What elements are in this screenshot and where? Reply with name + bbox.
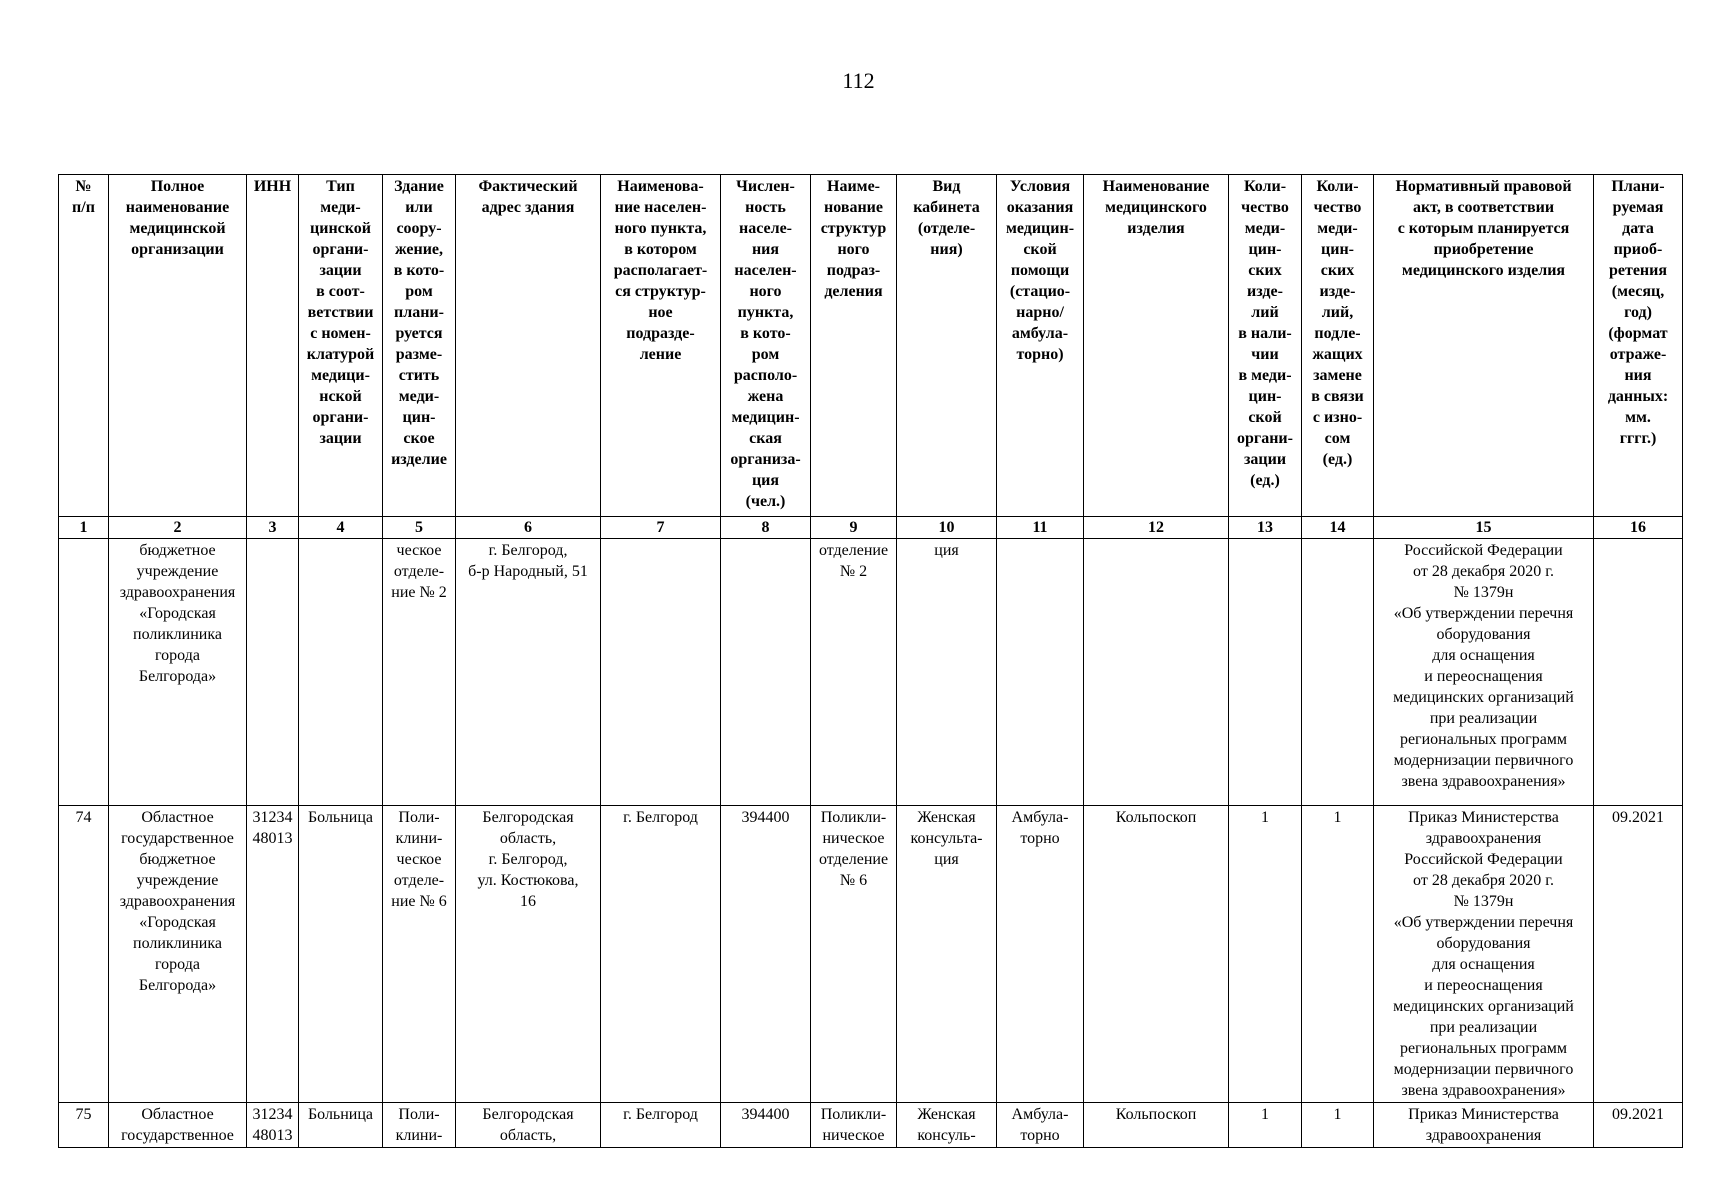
header-cell-13: Коли- чество меди- цин- ских изде- лий в нали- чии в меди- цин- ской органи- зации (ед.) — [1229, 175, 1302, 517]
legal-act: Российской Федерации от 28 декабря 2020 г. № 1379н «Об утверждении перечня оборудования для оснащения и переоснащения медицинских организаций при реализации региональных программ модернизации первичного звена здравоохранения» — [1374, 539, 1594, 806]
column-number-1: 1 — [59, 517, 109, 539]
organization-name: Областное государственное — [109, 1103, 247, 1148]
header-cell-10: Вид кабинета (отделе- ния) — [897, 175, 997, 517]
planned-date: 09.2021 — [1594, 1103, 1683, 1148]
building: Поли- клини- ческое отделе- ние № 6 — [383, 806, 456, 1103]
cabinet-type: Женская консульта- ция — [897, 806, 997, 1103]
settlement: г. Белгород — [601, 1103, 721, 1148]
column-number-15: 15 — [1374, 517, 1594, 539]
building: Поли- клини- — [383, 1103, 456, 1148]
table-row — [59, 806, 1683, 1103]
cabinet-type: Женская консуль- — [897, 1103, 997, 1148]
column-number-6: 6 — [456, 517, 601, 539]
row-number — [59, 539, 109, 806]
table-row — [59, 539, 1683, 806]
organization-type — [299, 539, 383, 806]
equipment-table — [58, 174, 1683, 1148]
planned-date: 09.2021 — [1594, 806, 1683, 1103]
structural-unit: Поликли- ническое отделение № 6 — [811, 806, 897, 1103]
inn — [247, 539, 299, 806]
planned-date — [1594, 539, 1683, 806]
address: г. Белгород, б-р Народный, 51 — [456, 539, 601, 806]
header-cell-6: Фактический адрес здания — [456, 175, 601, 517]
header-cell-8: Числен- ность населе- ния населен- ного пункта, в кото- ром располо- жена медицин- ская организа- ция (чел.) — [721, 175, 811, 517]
settlement: г. Белгород — [601, 806, 721, 1103]
header-cell-5: Здание или соору- жение, в кото- ром плани- руется разме- стить меди- цин- ское изделие — [383, 175, 456, 517]
column-number-9: 9 — [811, 517, 897, 539]
column-number-10: 10 — [897, 517, 997, 539]
row-number: 74 — [59, 806, 109, 1103]
population: 394400 — [721, 806, 811, 1103]
column-number-2: 2 — [109, 517, 247, 539]
organization-name: Областное государственное бюджетное учреждение здравоохранения «Городская поликлиника города Белгорода» — [109, 806, 247, 1103]
population: 394400 — [721, 1103, 811, 1148]
header-cell-14: Коли- чество меди- цин- ских изде- лий, подле- жащих замене в связи с изно- сом (ед.) — [1302, 175, 1374, 517]
table-row — [59, 1103, 1683, 1148]
device-count — [1229, 539, 1302, 806]
address: Белгородская область, — [456, 1103, 601, 1148]
inn: 31234 48013 — [247, 806, 299, 1103]
device-name: Кольпоскоп — [1084, 1103, 1229, 1148]
header-cell-16: Плани- руемая дата приоб- ретения (месяц, год) (формат отраже- ния данных: мм. гггг.) — [1594, 175, 1683, 517]
care-conditions: Амбула- торно — [997, 806, 1084, 1103]
organization-type: Больница — [299, 1103, 383, 1148]
row-number: 75 — [59, 1103, 109, 1148]
header-row — [59, 175, 1683, 517]
column-number-16: 16 — [1594, 517, 1683, 539]
header-cell-4: Тип меди- цинской органи- зации в соот- ветствии с номен- клатурой медици- нской органи- зации — [299, 175, 383, 517]
header-cell-9: Наиме- нование структур ного подраз- деления — [811, 175, 897, 517]
device-name — [1084, 539, 1229, 806]
header-cell-12: Наименование медицинского изделия — [1084, 175, 1229, 517]
column-number-13: 13 — [1229, 517, 1302, 539]
column-number-4: 4 — [299, 517, 383, 539]
settlement — [601, 539, 721, 806]
header-cell-11: Условия оказания медицин- ской помощи (стацио- нарно/ амбула- торно) — [997, 175, 1084, 517]
header-cell-15: Нормативный правовой акт, в соответствии с которым планируется приобретение медицинского изделия — [1374, 175, 1594, 517]
cabinet-type: ция — [897, 539, 997, 806]
address: Белгородская область, г. Белгород, ул. Костюкова, 16 — [456, 806, 601, 1103]
header-cell-7: Наименова- ние населен- ного пункта, в котором располагает- ся структур- ное подразде- ление — [601, 175, 721, 517]
structural-unit: Поликли- ническое — [811, 1103, 897, 1148]
column-number-row — [59, 517, 1683, 539]
structural-unit: отделение № 2 — [811, 539, 897, 806]
device-count: 1 — [1229, 806, 1302, 1103]
replacement-count: 1 — [1302, 1103, 1374, 1148]
care-conditions — [997, 539, 1084, 806]
column-number-7: 7 — [601, 517, 721, 539]
organization-type: Больница — [299, 806, 383, 1103]
column-number-5: 5 — [383, 517, 456, 539]
header-cell-1: № п/п — [59, 175, 109, 517]
inn: 31234 48013 — [247, 1103, 299, 1148]
header-cell-2: Полное наименование медицинской организации — [109, 175, 247, 517]
column-number-11: 11 — [997, 517, 1084, 539]
column-number-3: 3 — [247, 517, 299, 539]
header-cell-3: ИНН — [247, 175, 299, 517]
legal-act: Приказ Министерства здравоохранения — [1374, 1103, 1594, 1148]
column-number-8: 8 — [721, 517, 811, 539]
care-conditions: Амбула- торно — [997, 1103, 1084, 1148]
legal-act: Приказ Министерства здравоохранения Российской Федерации от 28 декабря 2020 г. № 1379н «Об утверждении перечня оборудования для оснащения и переоснащения медицинских организаций при реализации региональных программ модернизации первичного звена здравоохранения» — [1374, 806, 1594, 1103]
device-name: Кольпоскоп — [1084, 806, 1229, 1103]
organization-name: бюджетное учреждение здравоохранения «Городская поликлиника города Белгорода» — [109, 539, 247, 806]
column-number-14: 14 — [1302, 517, 1374, 539]
device-count: 1 — [1229, 1103, 1302, 1148]
building: ческое отделе- ние № 2 — [383, 539, 456, 806]
page-number: 112 — [842, 68, 875, 93]
replacement-count: 1 — [1302, 806, 1374, 1103]
column-number-12: 12 — [1084, 517, 1229, 539]
population — [721, 539, 811, 806]
replacement-count — [1302, 539, 1374, 806]
